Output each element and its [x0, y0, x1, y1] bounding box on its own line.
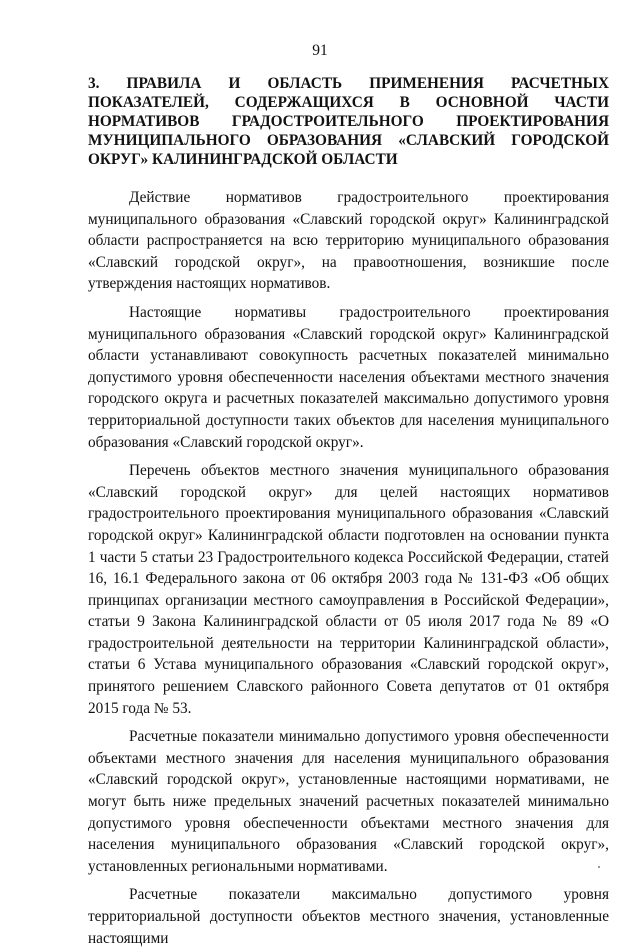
- paragraph-1: Действие нормативов градостроительного проектирования муниципального образования «Славский городской округ» Калининградской области распространяется на всю территорию муниципального образования «Славский городской округ», на правоотношения, возникшие после утверждения настоящих нормативов.: [88, 189, 609, 293]
- paragraph-2: Настоящие нормативы градостроительного проектирования муниципального образования «Славский городской округ» Калининградской области устанавливают совокупность расчетных показателей минимально допустимого уровня обеспеченности населения объектами местного значения городского округа и расчетных показателей максимально допустимого уровня территориальной доступности таких объектов для населения муниципального образования «Славский городской округ».: [88, 303, 609, 451]
- page-number: 91: [312, 42, 328, 59]
- paragraph-3: Перечень объектов местного значения муниципального образования «Славский городской округ» для целей настоящих нормативов градостроительного проектирования муниципального образования «Славский городской округ» Калининградской области подготовлен на основании пункта 1 части 5 статьи 23 Градостроительного кодекса Российской Федерации, статей 16, 16.1 Федерального закона от 06 октября 2003 года № 131-ФЗ «Об общих принципах организации местного самоуправления в Российской Федерации», статьи 9 Закона Калининградской области от 05 июля 2017 года № 89 «О градостроительной деятельности на территории Калининградской области», статьи 6 Устава муниципального образования «Славский городской округ», принятого решением Славского районного Совета депутатов от 01 октября 2015 года № 53.: [88, 462, 609, 717]
- paragraph-5: Расчетные показатели максимально допустимого уровня территориальной доступности объектов местного значения, установленные настоящими: [88, 886, 609, 947]
- section-heading: 3. ПРАВИЛА И ОБЛАСТЬ ПРИМЕНЕНИЯ РАСЧЕТНЫХ ПОКАЗАТЕЛЕЙ, СОДЕРЖАЩИХСЯ В ОСНОВНОЙ ЧАСТИ НОРМАТИВОВ ГРАДОСТРОИТЕЛЬНОГО ПРОЕКТИРОВАНИЯ МУНИЦИПАЛЬНОГО ОБРАЗОВАНИЯ «СЛАВСКИЙ ГОРОДСКОЙ ОКРУГ» КАЛИНИНГРАДСКОЙ ОБЛАСТИ: [88, 75, 609, 168]
- body-text: [88, 187, 609, 949]
- scan-speck: [598, 866, 600, 868]
- paragraph-4: Расчетные показатели минимально допустимого уровня обеспеченности объектами местного значения для населения муниципального образования «Славский городской округ», установленные настоящими нормативами, не могут быть ниже предельных значений расчетных показателей минимально допустимого уровня обеспеченности объектами местного значения для населения муниципального образования «Славский городской округ», установленных региональными нормативами.: [88, 728, 609, 875]
